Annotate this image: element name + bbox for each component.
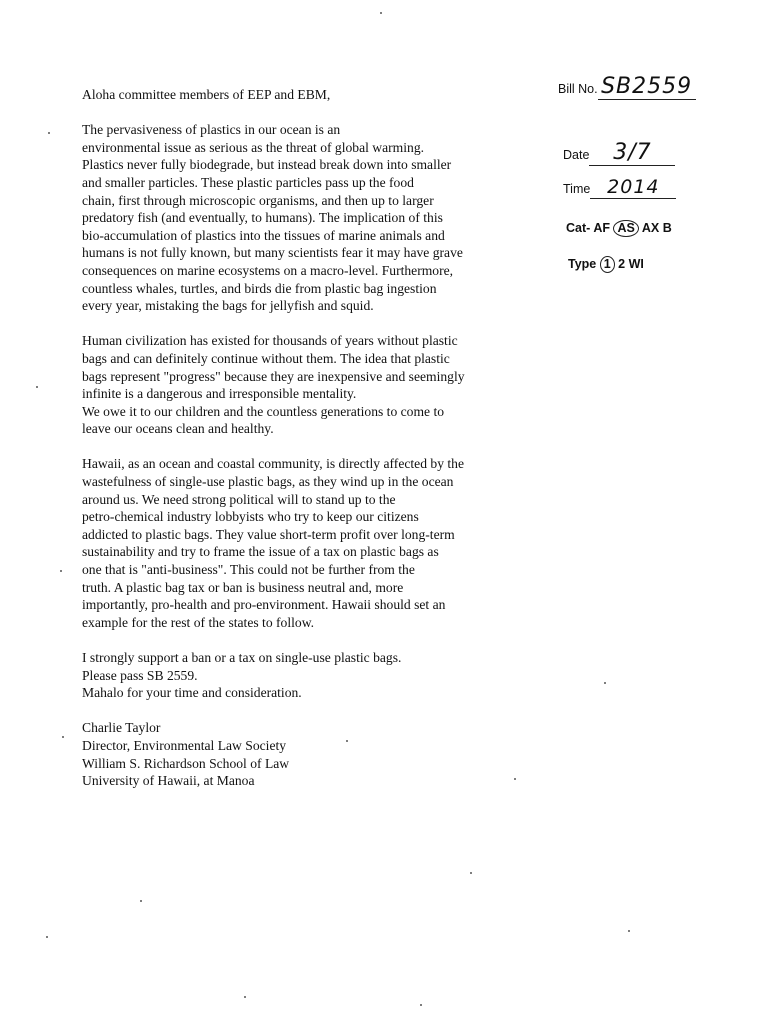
bill-value: SB2559	[598, 74, 696, 100]
paragraph-1	[82, 121, 522, 315]
scan-speck	[346, 740, 348, 742]
letter-body	[82, 86, 522, 790]
scan-speck	[380, 12, 382, 14]
scan-speck	[628, 930, 630, 932]
text-line: one that is "anti-business". This could not be further from the	[82, 562, 415, 578]
bill-label: Bill No.	[558, 82, 598, 96]
bill-number-field	[558, 74, 696, 100]
text-line: We owe it to our children and the countless generations to come to	[82, 403, 445, 419]
text-line: Plastics never fully biodegrade, but instead break down into smaller	[82, 157, 452, 173]
scan-speck	[46, 936, 48, 938]
text-line: wastefulness of single-use plastic bags, as they wind up in the ocean	[82, 474, 454, 490]
text-line: around us. We need strong political will to stand up to the	[82, 491, 396, 507]
text-line: countless whales, turtles, and birds die from plastic bag ingestion	[82, 280, 437, 296]
text-line: truth. A plastic bag tax or ban is business neutral and, more	[82, 579, 404, 595]
scan-speck	[244, 996, 246, 998]
text-line: humans is not fully known, but many scientists fear it may have grave	[82, 245, 463, 261]
text-line: every year, mistaking the bags for jellyfish and squid.	[82, 298, 374, 314]
text-line: I strongly support a ban or a tax on single-use plastic bags.	[82, 650, 402, 665]
text-line: infinite is a dangerous and irresponsible mentality.	[82, 386, 357, 402]
category-options: AX B	[641, 221, 672, 235]
scan-speck	[48, 132, 50, 134]
text-line: The pervasiveness of plastics in our ocean is an	[82, 122, 341, 138]
type-options: 2 WI	[618, 257, 644, 271]
date-field	[563, 140, 675, 166]
time-value: 2014	[590, 176, 676, 199]
date-value: 3/7	[589, 140, 675, 166]
type-label: Type	[568, 257, 597, 271]
scan-speck	[140, 900, 142, 902]
text-line: predatory fish (and eventually, to humans). The implication of this	[82, 210, 443, 226]
text-line: environmental issue as serious as the threat of global warming.	[82, 139, 425, 155]
text-line: sustainability and try to frame the issue of a tax on plastic bags as	[82, 544, 439, 560]
text-line: consequences on marine ecosystems on a macro-level. Furthermore,	[82, 262, 454, 278]
scan-speck	[470, 872, 472, 874]
scan-speck	[60, 570, 62, 572]
time-field	[563, 176, 676, 199]
text-line: Please pass SB 2559.	[82, 667, 198, 683]
scan-speck	[36, 386, 38, 388]
signer-name: Charlie Taylor	[82, 720, 161, 736]
scan-speck	[420, 1004, 422, 1006]
category-field	[566, 220, 672, 237]
text-line: petro-chemical industry lobbyists who try to keep our citizens	[82, 509, 419, 525]
text-line: and smaller particles. These plastic particles pass up the food	[82, 174, 414, 190]
text-line: bags represent "progress" because they are inexpensive and seemingly	[82, 368, 465, 384]
text-line: Hawaii, as an ocean and coastal community, is directly affected by the	[82, 456, 464, 472]
text-line: addicted to plastic bags. They value short-term profit over long-term	[82, 526, 455, 542]
scan-speck	[62, 736, 64, 738]
scan-speck	[604, 682, 606, 684]
signature-block	[82, 719, 522, 789]
text-line: Human civilization has existed for thousands of years without plastic	[82, 333, 458, 349]
text-line: bio-accumulation of plastics into the tissues of marine animals and	[82, 227, 445, 243]
category-selected-circle: AS	[613, 220, 638, 237]
signer-school: William S. Richardson School of Law	[82, 755, 290, 771]
date-label: Date	[563, 148, 590, 162]
paragraph-2	[82, 332, 522, 438]
text-line: bags and can definitely continue without them. The idea that plastic	[82, 350, 450, 366]
signer-title: Director, Environmental Law Society	[82, 737, 287, 753]
text-line: leave our oceans clean and healthy.	[82, 421, 274, 437]
signer-university: University of Hawaii, at Manoa	[82, 773, 255, 789]
salutation: Aloha committee members of EEP and EBM,	[82, 87, 331, 102]
text-line: importantly, pro-health and pro-environment. Hawaii should set an	[82, 597, 446, 613]
time-label: Time	[563, 182, 591, 196]
text-line: Mahalo for your time and consideration.	[82, 685, 302, 701]
category-label: Cat- AF	[566, 221, 610, 235]
paragraph-4	[82, 649, 522, 702]
scan-speck	[514, 778, 516, 780]
type-selected-circle: 1	[600, 256, 615, 273]
type-field	[568, 256, 644, 273]
paragraph-3	[82, 455, 522, 631]
text-line: chain, first through microscopic organisms, and then up to larger	[82, 192, 434, 208]
text-line: example for the rest of the states to follow.	[82, 614, 315, 630]
